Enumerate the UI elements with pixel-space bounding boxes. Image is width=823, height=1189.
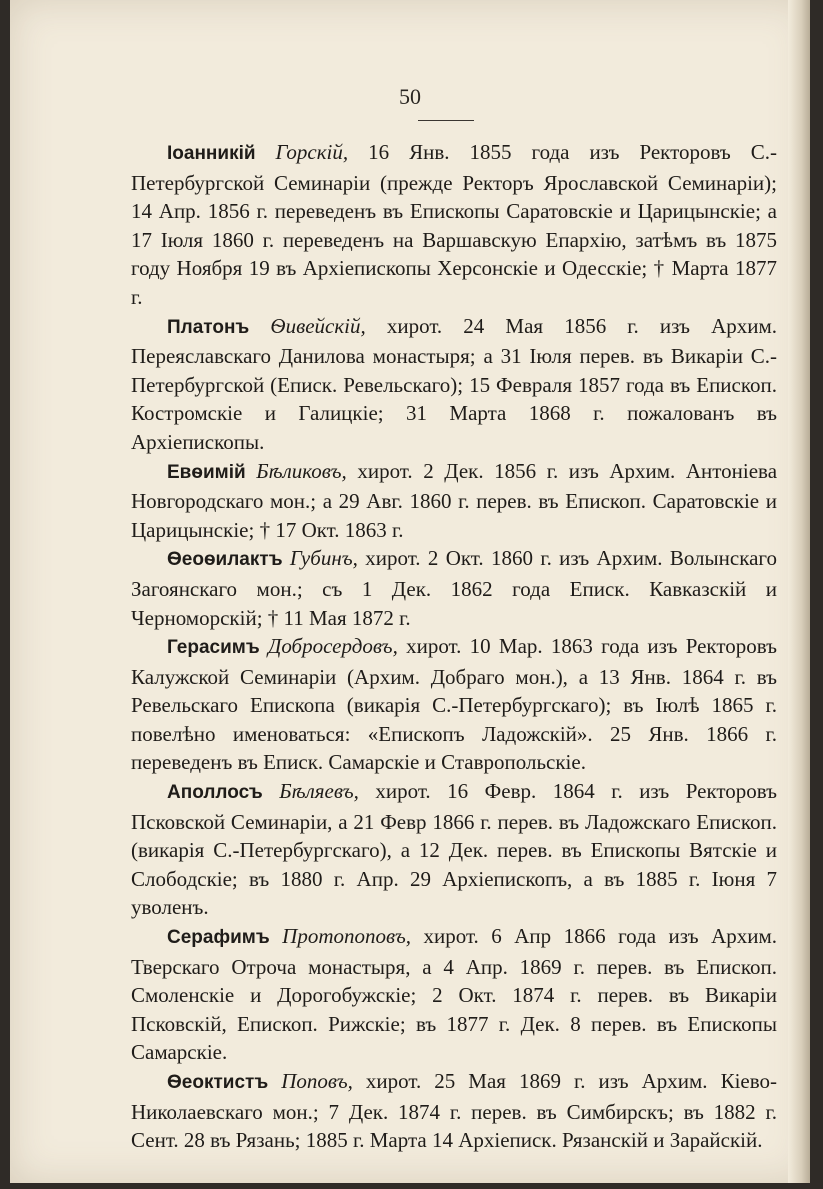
page-number-rule: [418, 120, 474, 121]
entry-serafim: [131, 922, 777, 1067]
entry-surname: Протопоповъ,: [282, 924, 411, 949]
entry-surname: Бѣликовъ,: [256, 458, 347, 483]
page-spine-shadow: [788, 0, 810, 1183]
entry-apollos: [131, 777, 777, 922]
entry-text: хирот. 16 Февр. 1864 г. изъ Ректоровъ Псковской Семинаріи, а 21 Февр 1866 г. перев. въ Ладожскаго Епископ. (викарія С.-Петербургскаго), а 12 Дек. перев. въ Епископы Вятскіе и Слободскіе; въ 1880 г. Апр. 29 Архіепископъ, а въ 1885 г. Іюня 7 уволенъ.: [131, 779, 778, 920]
entry-name: Іоанникій: [167, 143, 256, 164]
entry-platon: [131, 312, 777, 457]
entry-ioannikiy: [131, 138, 777, 312]
entry-surname: Бѣляевъ,: [279, 779, 359, 804]
entry-text: хирот. 25 Мая 1869 г. изъ Архим. Кіево-Николаевскаго мон.; 7 Дек. 1874 г. перев. въ Симбирскъ; въ 1882 г. Сент. 28 въ Рязань; 1885 г. Марта 14 Архіеписк. Рязанскій и Зарайскій.: [131, 1069, 778, 1153]
entry-surname: Поповъ,: [281, 1069, 353, 1093]
entry-text: хирот. 2 Окт. 1860 г. изъ Архим. Волынскаго Загоянскаго мон.; съ 1 Дек. 1862 года Еписк. Кавказскій и Черноморскій; † 11 Мая 1872 г.: [131, 546, 777, 630]
entry-feofilakt: [131, 544, 777, 632]
entry-text: 16 Янв. 1855 года изъ Ректоровъ С.-Петербургской Семинаріи (прежде Ректоръ Ярославской Семинаріи); 14 Апр. 1856 г. переведенъ въ Епископы Саратовскіе и Царицынскіе; а 17 Іюля 1860 г. переведенъ на Варшавскую Епархію, затѣмъ въ 1875 году Ноября 19 въ Архіепископы Херсонскіе и Одесскіе; † Марта 1877 г.: [131, 140, 777, 309]
entry-surname: Горскій,: [275, 140, 349, 164]
entry-name: Герасимъ: [167, 637, 260, 659]
entry-text: хирот. 10 Мар. 1863 года изъ Ректоровъ Калужской Семинаріи (Архим. Добраго мон.), а 13 Янв. 1864 г. въ Ревельскаго Епископа (викарія С.-Петербургскаго); въ Іюлѣ 1865 г. повелѣно именоваться: «Епископъ Ладожскій». 25 Янв. 1866 г. переведенъ въ Еписк. Самарскіе и Ставропольскіе.: [131, 634, 778, 775]
page-text: [131, 138, 777, 1155]
entry-surname: Губинъ,: [289, 546, 358, 571]
entry-gerasim: [131, 632, 777, 777]
book-page: [10, 0, 810, 1183]
entry-text: хирот. 24 Мая 1856 г. изъ Архим. Переяславскаго Данилова монастыря; а 31 Іюля перев. въ Викаріи С.-Петербургской (Еписк. Ревельскаго); 15 Февраля 1857 года въ Епископ. Костромскіе и Галицкіе; 31 Марта 1868 г. пожалованъ въ Архіепископы.: [131, 313, 778, 454]
entry-name: Ѳеоѳилактъ: [167, 549, 283, 571]
entry-name: Евѳимій: [167, 461, 246, 483]
entry-name: Серафимъ: [167, 927, 270, 949]
entry-name: Платонъ: [167, 316, 250, 338]
entry-surname: Добросердовъ,: [267, 634, 398, 659]
entry-name: Ѳеоктистъ: [167, 1072, 269, 1093]
entry-surname: Ѳивейскій,: [270, 313, 366, 338]
entry-feoktist: [131, 1067, 777, 1155]
entry-name: Аполлосъ: [167, 782, 263, 804]
entry-evfimiy: [131, 457, 777, 545]
page-number: 50: [399, 84, 421, 109]
entry-text: хирот. 2 Дек. 1856 г. изъ Архим. Антоніева Новгородскаго мон.; а 29 Авг. 1860 г. перев. въ Епископ. Саратовскіе и Царицынскіе; † 17 Окт. 1863 г.: [131, 458, 778, 542]
entry-text: хирот. 6 Апр 1866 года изъ Архим. Тверскаго Отроча монастыря, а 4 Апр. 1869 г. перев. въ Епископ. Смоленскіе и Дорогобужскіе; 2 Окт. 1874 г. перев. въ Викаріи Псковскій, Епископ. Рижскіе; въ 1877 г. Дек. 8 перев. въ Епископы Самарскіе.: [131, 924, 778, 1065]
